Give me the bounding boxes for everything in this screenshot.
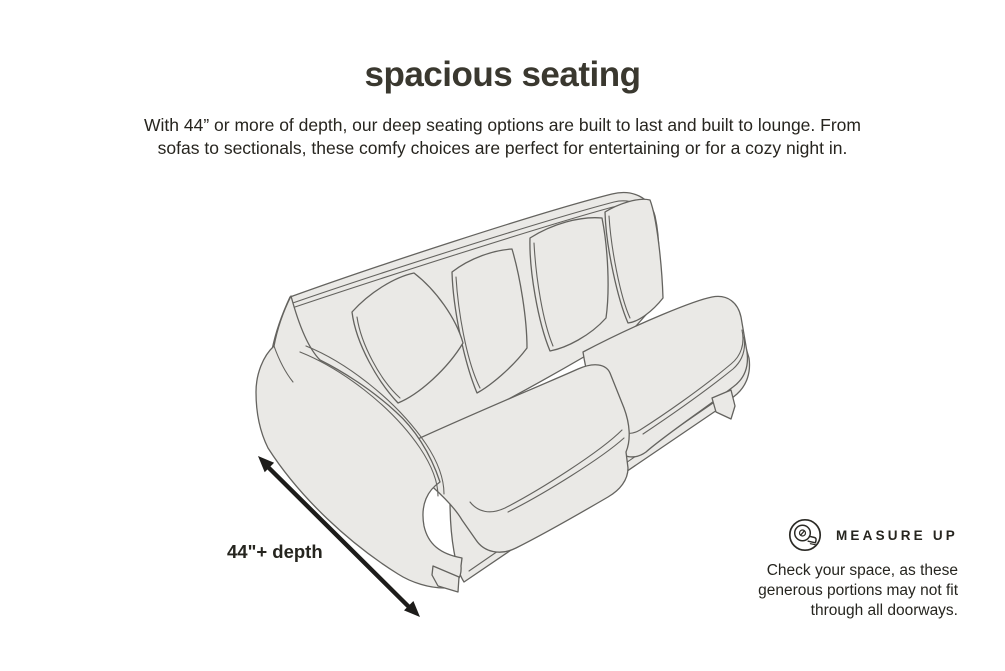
measure-up-note-line-1: Check your space, as these xyxy=(766,562,958,579)
measure-up-note xyxy=(698,561,958,621)
measure-up-heading: MEASURE UP xyxy=(835,527,958,543)
measure-up-note-line-2: generous portions may not fit xyxy=(758,582,958,599)
page-title: spacious seating xyxy=(364,55,641,94)
intro-line-1: With 44” or more of depth, our deep seating options are built to last and built to lounge. From xyxy=(144,115,861,135)
depth-dimension-label: 44"+ depth xyxy=(227,541,323,562)
tape-measure-icon xyxy=(788,518,822,552)
measure-up-header xyxy=(698,518,958,552)
intro-line-2: sofas to sectionals, these comfy choices are perfect for entertaining or for a cozy night in. xyxy=(157,138,848,158)
sofa-line-drawing xyxy=(256,193,750,592)
measure-up-note-line-3: through all doorways. xyxy=(810,602,958,619)
measure-up-block xyxy=(698,518,958,621)
sofa-fill-group xyxy=(256,193,750,592)
